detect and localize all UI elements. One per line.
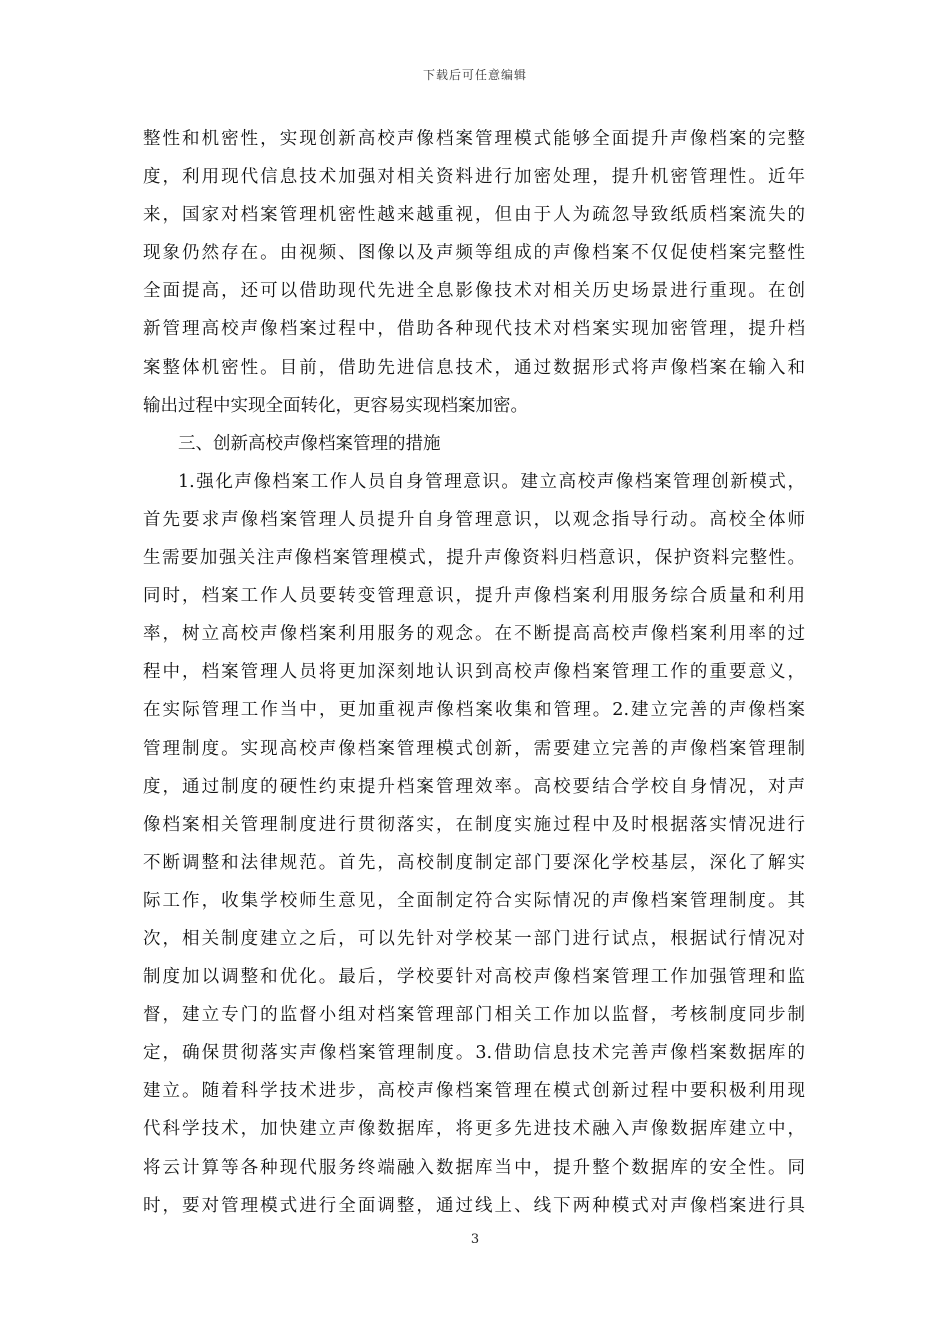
text-line: 来，国家对档案管理机密性越来越重视，但由于人为疏忽导致纸质档案流失的 bbox=[143, 205, 805, 226]
text-line: 定，确保贯彻落实声像档案管理制度。3.借助信息技术完善声像档案数据库的 bbox=[143, 1043, 805, 1064]
text-line: 整性和机密性，实现创新高校声像档案管理模式能够全面提升声像档案的完整 bbox=[143, 129, 805, 149]
text-line: 次，相关制度建立之后，可以先针对学校某一部门进行试点，根据试行情况对 bbox=[143, 928, 805, 949]
text-line: 在实际管理工作当中，更加重视声像档案收集和管理。2.建立完善的声像档案 bbox=[143, 700, 805, 721]
text-line: 现象仍然存在。由视频、图像以及声频等组成的声像档案不仅促使档案完整性 bbox=[143, 243, 805, 264]
text-line: 首先要求声像档案管理人员提升自身管理意识，以观念指导行动。高校全体师 bbox=[143, 509, 805, 530]
text-line: 新管理高校声像档案过程中，借助各种现代技术对档案实现加密管理，提升档 bbox=[143, 319, 805, 340]
text-line: 督，建立专门的监督小组对档案管理部门相关工作加以监督，考核制度同步制 bbox=[143, 1005, 805, 1026]
body-text bbox=[143, 120, 805, 1225]
section-heading: 三、创新高校声像档案管理的措施 bbox=[178, 433, 441, 454]
text-line: 同时，档案工作人员要转变管理意识，提升声像档案利用服务综合质量和利用 bbox=[143, 586, 805, 607]
text-line: 生需要加强关注声像档案管理模式，提升声像资料归档意识，保护资料完整性。 bbox=[143, 548, 805, 569]
text-line: 制度加以调整和优化。最后，学校要针对高校声像档案管理工作加强管理和监 bbox=[143, 967, 805, 988]
text-line: 代科学技术，加快建立声像数据库，将更多先进技术融入声像数据库建立中， bbox=[143, 1119, 805, 1140]
text-line: 输出过程中实现全面转化，更容易实现档案加密。 bbox=[143, 395, 528, 416]
text-line: 建立。随着科学技术进步，高校声像档案管理在模式创新过程中要积极利用现 bbox=[143, 1081, 805, 1102]
text-line: 时，要对管理模式进行全面调整，通过线上、线下两种模式对声像档案进行具 bbox=[143, 1195, 805, 1216]
text-line: 率，树立高校声像档案利用服务的观念。在不断提高高校声像档案利用率的过 bbox=[143, 624, 805, 645]
page-number: 3 bbox=[470, 1232, 480, 1247]
text-line: 度，利用现代信息技术加强对相关资料进行加密处理，提升机密管理性。近年 bbox=[143, 167, 805, 188]
text-line: 度，通过制度的硬性约束提升档案管理效率。高校要结合学校自身情况，对声 bbox=[143, 776, 805, 797]
text-line: 程中，档案管理人员将更加深刻地认识到高校声像档案管理工作的重要意义， bbox=[143, 662, 805, 683]
text-line: 像档案相关管理制度进行贯彻落实，在制度实施过程中及时根据落实情况进行 bbox=[143, 814, 805, 835]
page-header: 下载后可任意编辑 bbox=[422, 68, 527, 82]
text-line: 全面提高，还可以借助现代先进全息影像技术对相关历史场景进行重现。在创 bbox=[143, 281, 805, 302]
text-line: 将云计算等各种现代服务终端融入数据库当中，提升整个数据库的安全性。同 bbox=[143, 1157, 805, 1178]
text-line: 1.强化声像档案工作人员自身管理意识。建立高校声像档案管理创新模式， bbox=[178, 471, 805, 492]
text-line: 不断调整和法律规范。首先，高校制度制定部门要深化学校基层，深化了解实 bbox=[143, 852, 805, 873]
text-line: 际工作，收集学校师生意见，全面制定符合实际情况的声像档案管理制度。其 bbox=[143, 890, 805, 911]
text-line: 案整体机密性。目前，借助先进信息技术，通过数据形式将声像档案在输入和 bbox=[143, 357, 805, 378]
text-line: 管理制度。实现高校声像档案管理模式创新，需要建立完善的声像档案管理制 bbox=[143, 738, 805, 759]
